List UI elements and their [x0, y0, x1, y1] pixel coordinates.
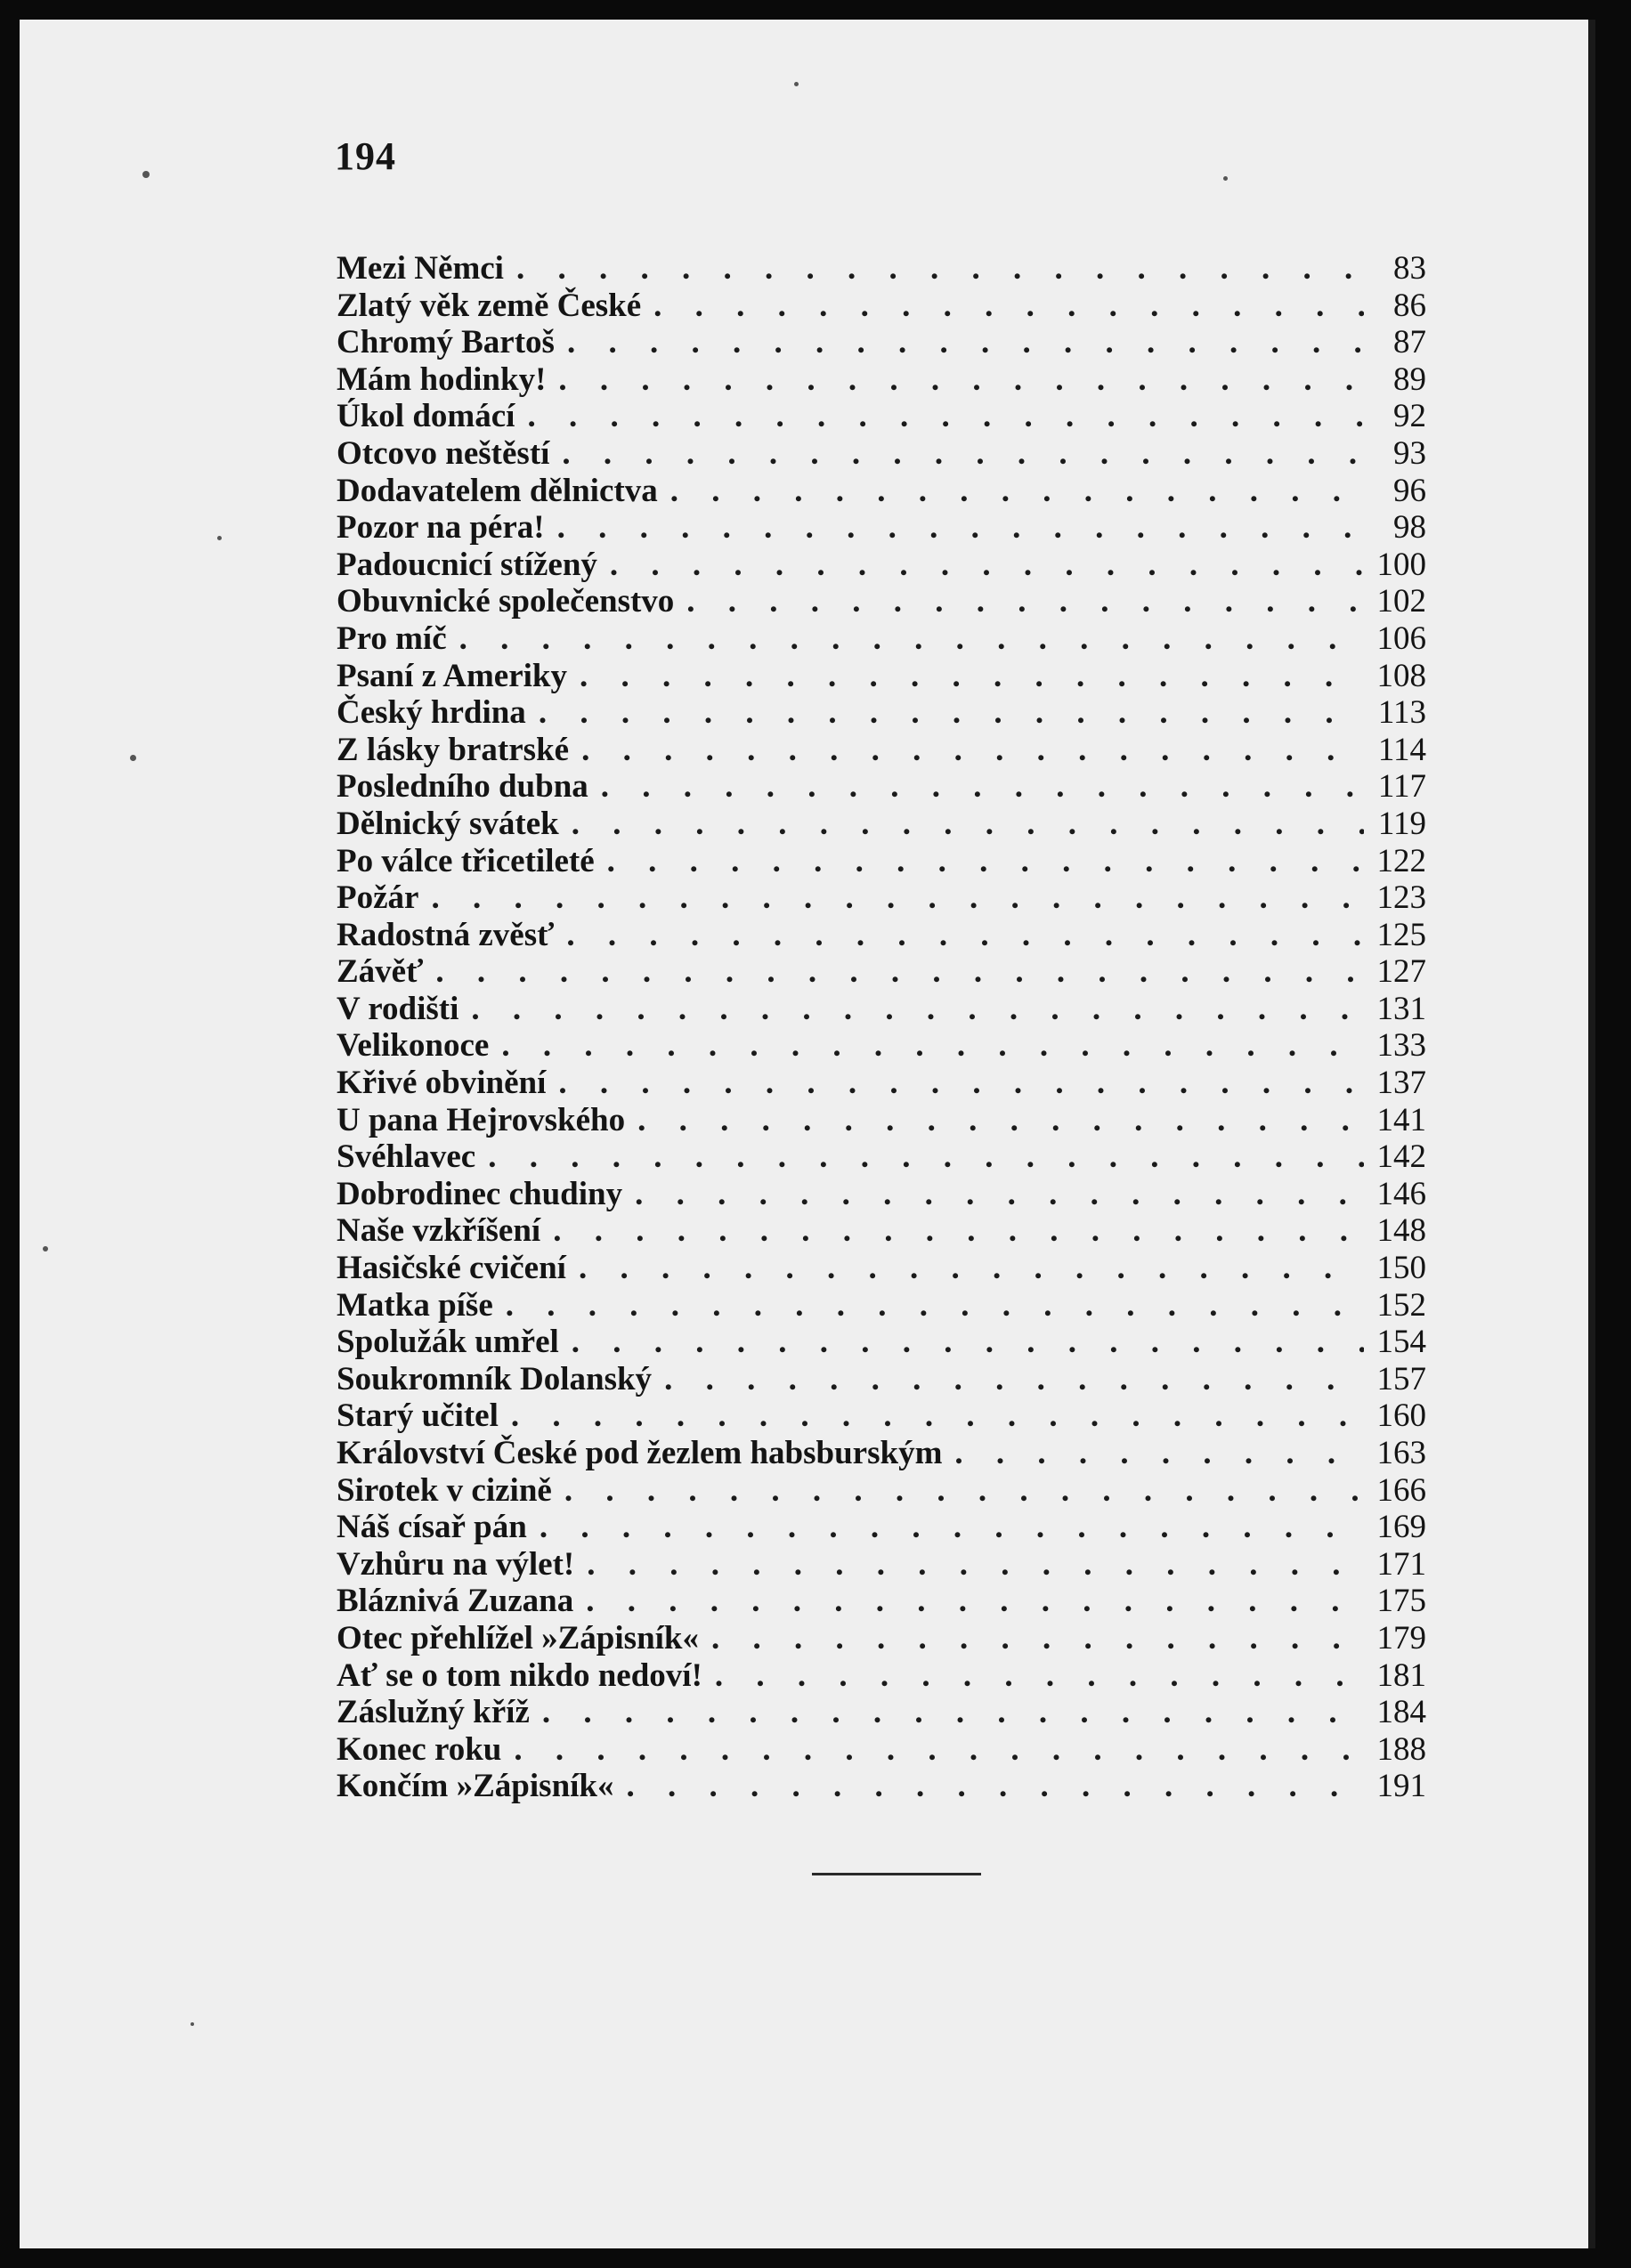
- toc-entry-title: Obuvnické společenstvo: [337, 583, 675, 620]
- toc-entry-title: Radostná zvěsť: [337, 916, 555, 953]
- toc-entry: [337, 1434, 1426, 1471]
- toc-entry-page: 92: [1393, 398, 1426, 435]
- toc-entry-page: 171: [1376, 1545, 1426, 1583]
- toc-entry-page: 152: [1376, 1286, 1426, 1324]
- toc-dot-leader: [587, 1545, 1364, 1584]
- toc-entry-page: 137: [1376, 1065, 1426, 1102]
- toc-entry: [337, 1471, 1426, 1509]
- toc-entry-title: Naše vzkříšení: [337, 1212, 541, 1250]
- toc-entry-title: Dodavatelem dělnictva: [337, 472, 658, 509]
- toc-dot-leader: [607, 842, 1364, 880]
- paper-speck: [191, 2022, 194, 2026]
- toc-entry-title: Spolužák umřel: [337, 1324, 559, 1361]
- toc-entry-page: 131: [1376, 990, 1426, 1027]
- toc-dot-leader: [627, 1767, 1364, 1805]
- toc-entry-page: 123: [1376, 879, 1426, 917]
- toc-entry-page: 157: [1376, 1360, 1426, 1397]
- toc-dot-leader: [527, 397, 1364, 435]
- toc-dot-leader: [572, 1323, 1364, 1361]
- toc-dot-leader: [506, 1286, 1364, 1324]
- toc-entry-page: 108: [1376, 657, 1426, 694]
- toc-dot-leader: [635, 1175, 1364, 1213]
- end-rule: [812, 1873, 981, 1875]
- page-edge-shadow: [1588, 20, 1595, 2248]
- toc-entry: [337, 508, 1426, 546]
- toc-entry-page: 184: [1376, 1694, 1426, 1731]
- toc-dot-leader: [670, 472, 1364, 510]
- toc-entry-title: Psaní z Ameriky: [337, 657, 567, 694]
- toc-entry: [337, 1656, 1426, 1694]
- paper-speck: [142, 171, 150, 178]
- toc-entry: [337, 323, 1426, 360]
- toc-entry: [337, 657, 1426, 694]
- toc-entry: [337, 287, 1426, 324]
- toc-entry: [337, 1286, 1426, 1324]
- toc-dot-leader: [566, 916, 1364, 954]
- toc-entry: [337, 1249, 1426, 1286]
- toc-entry-title: Matka píše: [337, 1286, 493, 1324]
- toc-entry: [337, 397, 1426, 434]
- toc-dot-leader: [471, 990, 1364, 1028]
- toc-entry: [337, 805, 1426, 842]
- toc-entry-title: Sirotek v cizině: [337, 1471, 552, 1509]
- toc-dot-leader: [459, 620, 1364, 658]
- toc-entry-page: 87: [1393, 324, 1426, 361]
- paper-speck: [1223, 176, 1228, 181]
- toc-entry-title: Dělnický svátek: [337, 805, 559, 842]
- toc-entry-page: 102: [1376, 583, 1426, 620]
- toc-dot-leader: [514, 1730, 1364, 1769]
- toc-entry: [337, 693, 1426, 731]
- toc-entry-title: Úkol domácí: [337, 398, 515, 435]
- toc-entry-title: Otec přehlížel »Zápisník«: [337, 1619, 699, 1656]
- toc-dot-leader: [557, 508, 1364, 547]
- paper-speck: [794, 82, 799, 86]
- toc-entry-page: 175: [1376, 1583, 1426, 1620]
- toc-entry-title: Mezi Němci: [337, 250, 504, 287]
- toc-entry-page: 86: [1393, 287, 1426, 324]
- toc-entry: [337, 1508, 1426, 1545]
- toc-entry-page: 150: [1376, 1250, 1426, 1287]
- toc-entry-page: 154: [1376, 1324, 1426, 1361]
- toc-entry-title: Zlatý věk země České: [337, 287, 642, 324]
- toc-entry-page: 146: [1376, 1175, 1426, 1212]
- toc-entry: [337, 952, 1426, 990]
- toc-entry: [337, 1397, 1426, 1434]
- toc-entry: [337, 1767, 1426, 1804]
- toc-entry-page: 148: [1376, 1212, 1426, 1250]
- toc-entry-title: Padoucnicí stížený: [337, 546, 597, 583]
- toc-entry: [337, 434, 1426, 472]
- toc-dot-leader: [579, 1249, 1364, 1287]
- toc-entry-page: 127: [1376, 953, 1426, 991]
- toc-entry-page: 83: [1393, 250, 1426, 287]
- toc-entry: [337, 1101, 1426, 1138]
- toc-dot-leader: [562, 434, 1364, 473]
- toc-entry-title: Vzhůru na výlet!: [337, 1545, 575, 1583]
- toc-dot-leader: [501, 1026, 1364, 1065]
- toc-entry-page: 93: [1393, 434, 1426, 472]
- toc-entry-page: 188: [1376, 1730, 1426, 1768]
- toc-entry: [337, 620, 1426, 657]
- toc-entry: [337, 916, 1426, 953]
- toc-entry: [337, 767, 1426, 805]
- toc-entry-title: Soukromník Dolanský: [337, 1360, 653, 1397]
- toc-entry-page: 191: [1376, 1768, 1426, 1805]
- toc-entry: [337, 360, 1426, 398]
- toc-dot-leader: [711, 1619, 1364, 1657]
- toc-entry-page: 169: [1376, 1509, 1426, 1546]
- toc-dot-leader: [653, 287, 1364, 325]
- toc-entry-page: 166: [1376, 1471, 1426, 1509]
- toc-entry: [337, 1138, 1426, 1175]
- table-of-contents: [337, 249, 1426, 1804]
- toc-dot-leader: [601, 767, 1364, 806]
- toc-dot-leader: [610, 546, 1364, 584]
- toc-entry-title: Křivé obvinění: [337, 1065, 547, 1102]
- toc-entry-page: 179: [1376, 1619, 1426, 1656]
- toc-entry-page: 96: [1393, 472, 1426, 509]
- toc-entry: [337, 731, 1426, 768]
- toc-dot-leader: [572, 805, 1364, 843]
- toc-entry-title: Království České pod žezlem habsburským: [337, 1435, 943, 1471]
- toc-entry-title: Mám hodinky!: [337, 360, 547, 398]
- toc-entry: [337, 1619, 1426, 1656]
- toc-dot-leader: [553, 1211, 1364, 1250]
- toc-entry-title: Z lásky bratrské: [337, 731, 570, 768]
- toc-dot-leader: [558, 360, 1364, 399]
- toc-dot-leader: [435, 952, 1364, 991]
- toc-entry: [337, 1730, 1426, 1768]
- toc-entry-title: V rodišti: [337, 990, 459, 1027]
- toc-dot-leader: [516, 249, 1364, 288]
- toc-entry: [337, 1026, 1426, 1064]
- toc-dot-leader: [637, 1101, 1364, 1139]
- toc-entry: [337, 1582, 1426, 1619]
- toc-entry-title: Dobrodinec chudiny: [337, 1175, 623, 1212]
- toc-entry-title: Svéhlavec: [337, 1138, 476, 1176]
- paper-speck: [217, 536, 222, 540]
- toc-dot-leader: [686, 582, 1364, 620]
- toc-entry: [337, 582, 1426, 620]
- toc-entry: [337, 1360, 1426, 1397]
- toc-entry-title: Bláznivá Zuzana: [337, 1583, 574, 1620]
- toc-dot-leader: [954, 1434, 1364, 1472]
- toc-entry-page: 100: [1376, 546, 1426, 583]
- toc-entry: [337, 990, 1426, 1027]
- toc-entry-title: Pozor na péra!: [337, 509, 545, 547]
- toc-entry: [337, 842, 1426, 879]
- toc-entry: [337, 1323, 1426, 1360]
- toc-entry-title: Končím »Zápisník«: [337, 1768, 614, 1805]
- toc-dot-leader: [715, 1656, 1364, 1695]
- book-page: [20, 20, 1595, 2248]
- toc-dot-leader: [558, 1064, 1364, 1102]
- toc-entry-title: U pana Hejrovského: [337, 1101, 626, 1138]
- toc-entry-title: Náš císař pán: [337, 1509, 527, 1546]
- toc-entry-title: Záslužný kříž: [337, 1694, 530, 1731]
- toc-entry: [337, 1175, 1426, 1212]
- toc-dot-leader: [581, 731, 1364, 769]
- toc-dot-leader: [564, 1471, 1364, 1510]
- toc-entry-title: Pro míč: [337, 620, 447, 657]
- toc-entry: [337, 1064, 1426, 1101]
- toc-entry-title: Závěť: [337, 953, 424, 991]
- paper-speck: [130, 755, 136, 761]
- toc-entry-page: 119: [1377, 805, 1426, 842]
- toc-entry-page: 98: [1393, 509, 1426, 547]
- toc-dot-leader: [488, 1138, 1364, 1176]
- toc-entry: [337, 249, 1426, 287]
- toc-entry-page: 160: [1376, 1397, 1426, 1435]
- toc-entry-title: Posledního dubna: [337, 768, 588, 806]
- toc-entry-page: 141: [1376, 1101, 1426, 1138]
- toc-entry-title: Po válce třicetileté: [337, 842, 595, 879]
- toc-dot-leader: [664, 1360, 1364, 1398]
- toc-dot-leader: [431, 879, 1364, 917]
- toc-entry-page: 181: [1376, 1656, 1426, 1694]
- toc-dot-leader: [511, 1397, 1364, 1435]
- toc-entry-title: Požár: [337, 879, 419, 917]
- toc-entry-title: Ať se o tom nikdo nedoví!: [337, 1656, 702, 1694]
- toc-entry: [337, 472, 1426, 509]
- toc-entry-title: Hasičské cvičení: [337, 1250, 566, 1287]
- toc-entry: [337, 1545, 1426, 1583]
- toc-entry-page: 122: [1376, 842, 1426, 879]
- page-number: 194: [335, 134, 396, 178]
- toc-entry-title: Konec roku: [337, 1730, 502, 1768]
- paper-speck: [43, 1246, 48, 1251]
- toc-entry-title: Velikonoce: [337, 1027, 490, 1065]
- toc-entry-page: 142: [1376, 1138, 1426, 1176]
- toc-entry-page: 113: [1377, 694, 1426, 732]
- toc-entry-page: 114: [1377, 731, 1426, 768]
- toc-entry: [337, 546, 1426, 583]
- toc-dot-leader: [542, 1693, 1364, 1731]
- toc-entry-title: Chromý Bartoš: [337, 324, 555, 361]
- toc-entry-page: 89: [1393, 360, 1426, 398]
- toc-entry-page: 117: [1377, 768, 1426, 806]
- toc-entry-title: Otcovo neštěstí: [337, 434, 550, 472]
- toc-entry-page: 163: [1376, 1435, 1426, 1471]
- toc-entry-page: 125: [1376, 916, 1426, 953]
- toc-entry-title: Český hrdina: [337, 694, 526, 732]
- toc-dot-leader: [540, 1508, 1364, 1546]
- toc-entry-page: 106: [1376, 620, 1426, 657]
- toc-dot-leader: [586, 1582, 1364, 1620]
- toc-entry: [337, 1211, 1426, 1249]
- toc-entry: [337, 879, 1426, 916]
- toc-entry-title: Starý učitel: [337, 1397, 499, 1435]
- toc-entry: [337, 1693, 1426, 1730]
- toc-dot-leader: [539, 693, 1364, 732]
- toc-entry-page: 133: [1376, 1027, 1426, 1065]
- toc-dot-leader: [580, 657, 1364, 695]
- toc-dot-leader: [567, 323, 1364, 361]
